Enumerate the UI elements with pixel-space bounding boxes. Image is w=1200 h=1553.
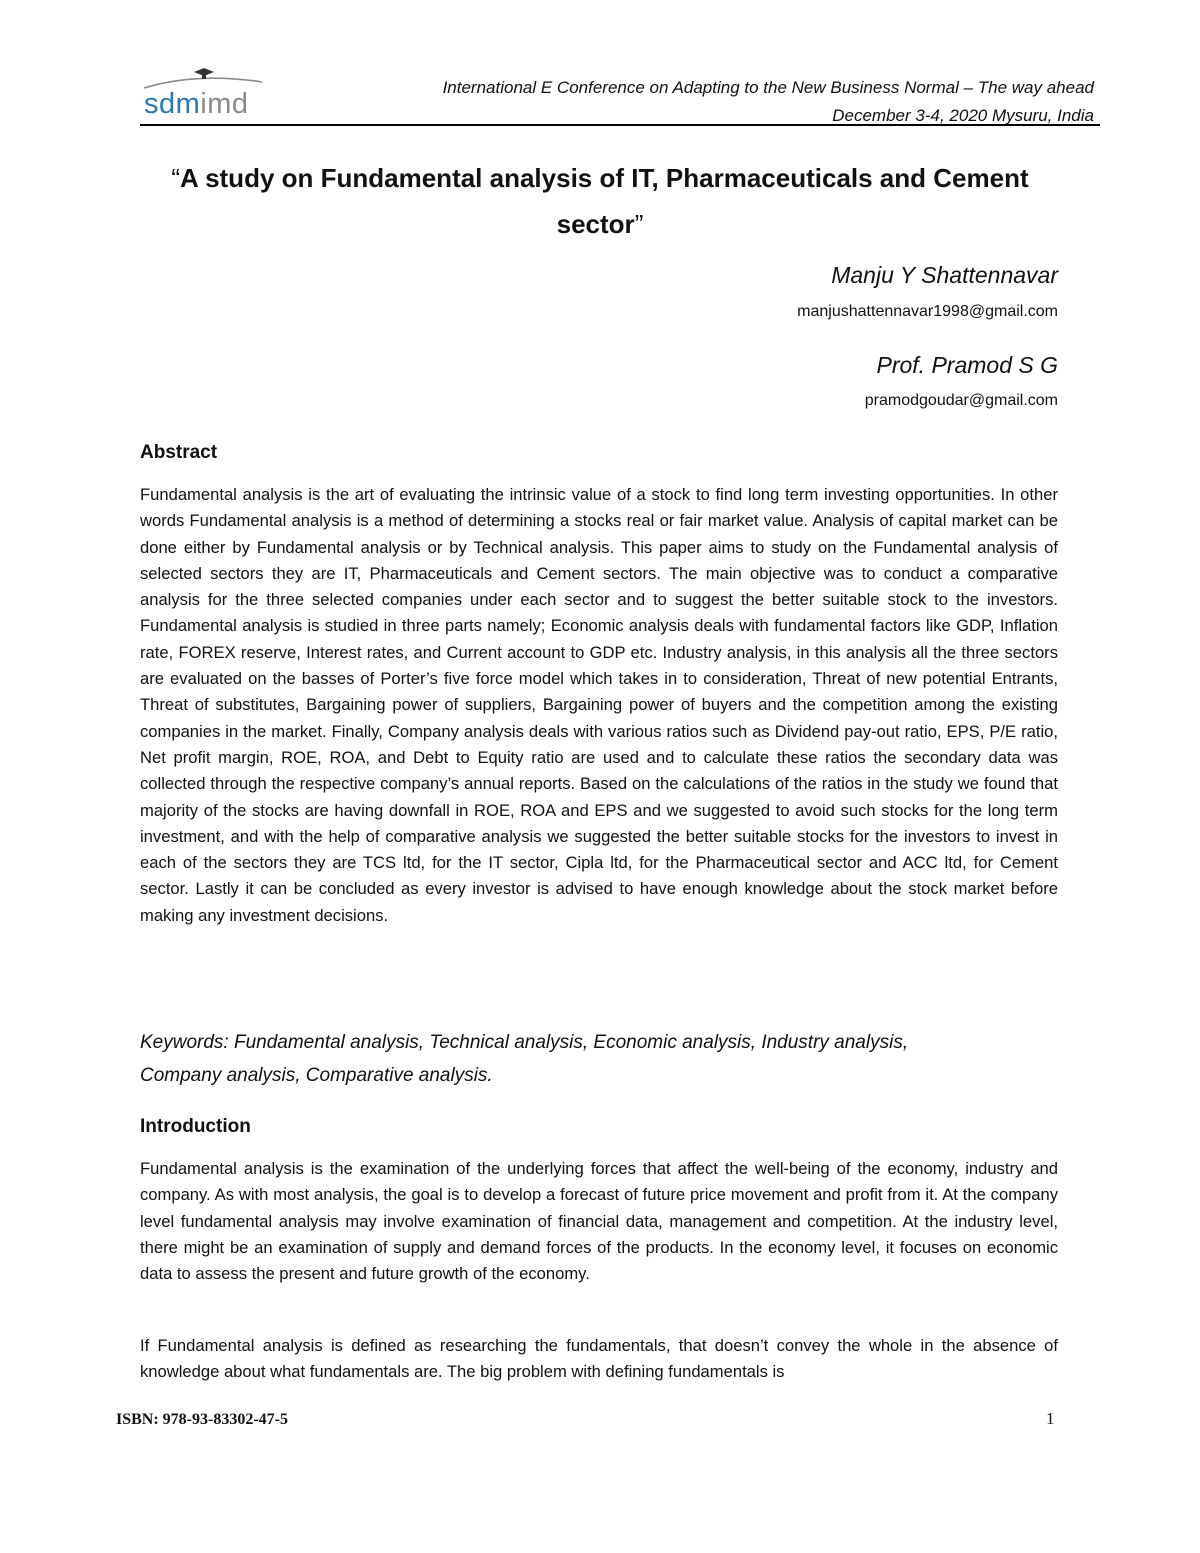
author-email-2: pramodgoudar@gmail.com [864,392,1058,409]
title-line-1 [120,155,1080,201]
keywords [140,1026,1040,1092]
logo-wordmark [144,88,249,121]
keywords-line-2: Company analysis, Comparative analysis. [140,1065,493,1086]
author-email-1: manjushattennavar1998@gmail.com [797,303,1058,320]
header-divider [140,124,1100,126]
conference-title: International E Conference on Adapting to the New Business Normal – The way ahead [442,78,1094,97]
author-name-2: Prof. Pramod S G [876,352,1058,378]
title-text-1: A study on Fundamental analysis of IT, Pharmaceuticals and Cement [180,163,1029,193]
logo-text-imd: imd [200,88,249,120]
sdmimd-logo [142,66,272,122]
title-close-quote: ” [634,209,644,239]
title-text-2: sector [556,209,635,239]
title-open-quote: “ [171,163,181,193]
conference-info [443,74,1094,130]
introduction-paragraph-1: Fundamental analysis is the examination of the underlying forces that affect the well-being of the economy, industry and company. As with most analysis, the goal is to develop a forecast of future price movement and profit from it. At the company level fundamental analysis may involve examination of financial data, management and competition. At the industry level, there might be an examination of supply and demand forces of the products. In the economy level, it focuses on economic data to assess the present and future growth of the economy. [140,1159,1058,1284]
isbn: ISBN: 978-93-83302-47-5 [116,1411,288,1428]
page-number: 1 [1046,1409,1055,1428]
abstract-text: Fundamental analysis is the art of evaluating the intrinsic value of a stock to find long term investing opportunities. In other words Fundamental analysis is a method of determining a stocks real or fair market value. Analysis of capital market can be done either by Fundamental analysis or by Technical analysis. This paper aims to study on the Fundamental analysis of selected sectors they are IT, Pharmaceuticals and Cement sectors. The main objective was to conduct a comparative analysis for the three selected companies under each sector and to suggest the better suitable stock to the investors. Fundamental analysis is studied in three parts namely; Economic analysis deals with fundamental factors like GDP, Inflation rate, FOREX reserve, Interest rates, and Current account to GDP etc. Industry analysis, in this analysis all the three sectors are evaluated on the basses of Porter’s five force model which takes in to consideration, Threat of new potential Entrants, Threat of substitutes, Bargaining power of suppliers, Bargaining power of buyers and the competition among the existing companies in the market. Finally, Company analysis deals with various ratios such as Dividend pay-out ratio, EPS, P/E ratio, Net profit margin, ROE, ROA, and Debt to Equity ratio are used and to calculate these ratios the secondary data was collected through the respective company’s annual reports. Based on the calculations of the ratios in the study we found that majority of the stocks are having downfall in ROE, ROA and EPS and we suggested to avoid such stocks for the long term investment, and with the help of comparative analysis we suggested the better suitable stocks for the investors to invest in each of the sectors they are TCS ltd, for the IT sector, Cipla ltd, for the Pharmaceutical sector and ACC ltd, for Cement sector. Lastly it can be concluded as every investor is advised to have enough knowledge about the stock market before making any investment decisions. [140,485,1058,925]
abstract-heading: Abstract [140,442,218,463]
keywords-line-1: Keywords: Fundamental analysis, Technical analysis, Economic analysis, Industry analysis, [140,1032,909,1053]
logo-text-sdm: sdm [144,88,201,120]
title-line-2 [120,201,1080,247]
introduction-paragraph-2: If Fundamental analysis is defined as researching the fundamentals, that doesn’t convey the whole in the absence of knowledge about what fundamentals are. The big problem with defining fundamentals is [140,1336,1058,1382]
conference-date-location: December 3-4, 2020 Mysuru, India [832,106,1094,125]
author-name-1: Manju Y Shattennavar [831,262,1058,288]
introduction-heading: Introduction [140,1116,251,1137]
paper-title [120,155,1080,247]
